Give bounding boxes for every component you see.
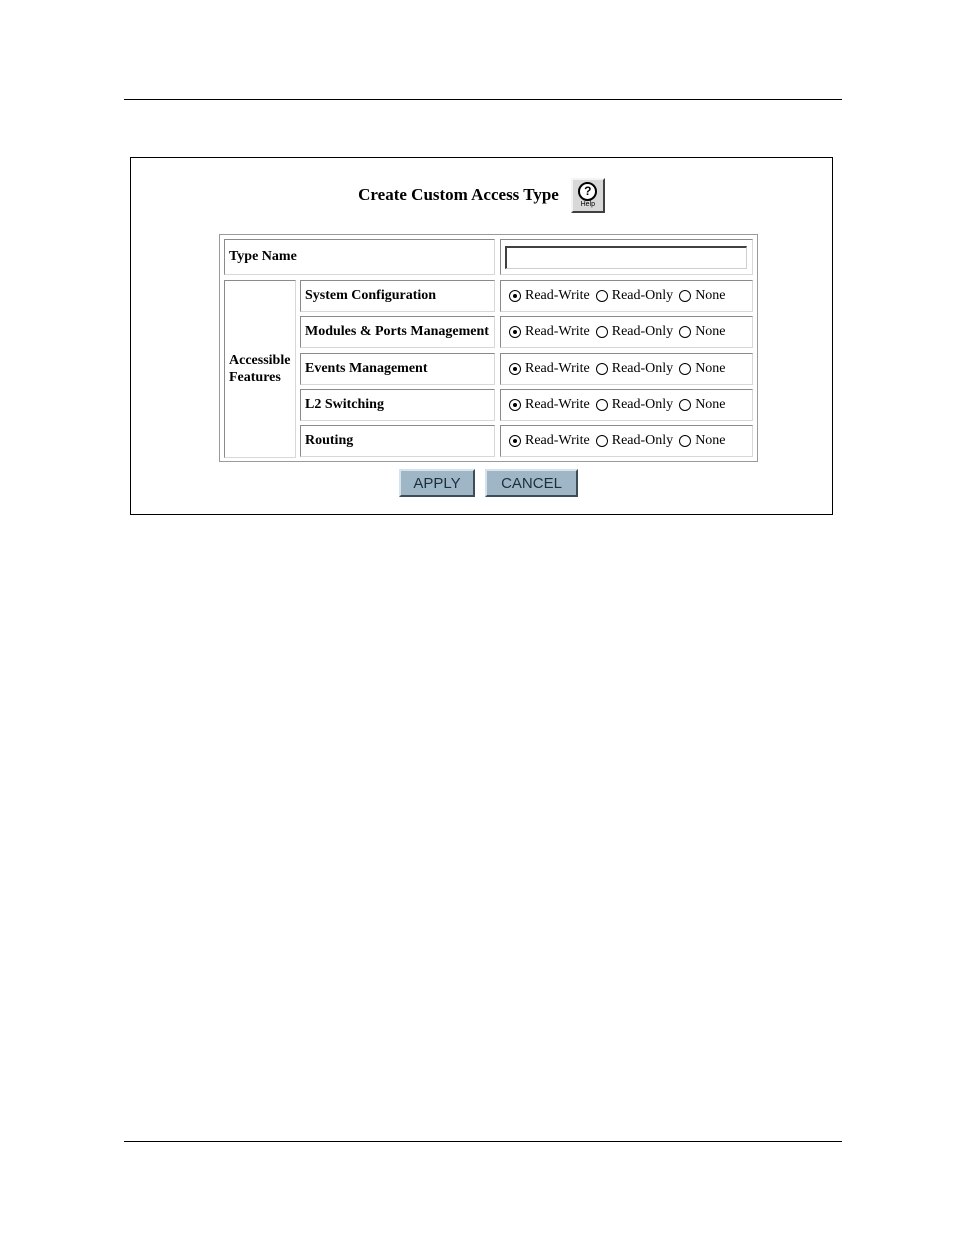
create-custom-access-type-dialog [130,157,833,515]
radio-button-icon[interactable] [596,399,608,411]
radio-option-label: None [695,397,726,412]
feature-label-routing: Routing [305,433,354,448]
footer-rule [124,1141,842,1142]
radio-option-label: None [695,288,726,303]
page-title: Create Custom Access Type [358,185,559,204]
radio-l2-switching-read-write[interactable] [509,397,590,413]
radio-option-label: Read-Write [525,397,590,412]
radio-button-icon[interactable] [596,290,608,302]
radio-option-label: Read-Write [525,433,590,448]
radio-option-label: Read-Only [611,288,674,303]
access-level-radio-group [509,288,732,304]
radio-modules-ports-management-none[interactable] [679,324,725,340]
radio-modules-ports-management-read-only[interactable] [596,324,673,340]
radio-button-icon[interactable] [679,363,691,375]
feature-access-cell [500,389,753,421]
radio-option-label: Read-Write [525,324,590,339]
radio-button-icon[interactable] [679,399,691,411]
feature-label-system-configuration: System Configuration [305,288,437,303]
radio-option-label: Read-Write [525,361,590,376]
feature-label-events-management: Events Management [305,361,428,376]
type-name-input-cell [500,239,753,275]
feature-access-cell [500,316,753,348]
feature-access-cell [500,353,753,385]
feature-label-modules-ports-management: Modules & Ports Management [305,324,489,339]
feature-label-cell [300,389,495,421]
radio-events-management-read-only[interactable] [596,361,673,377]
feature-label-cell [300,425,495,457]
cancel-button[interactable]: CANCEL [485,469,578,497]
radio-option-label: Read-Write [525,288,590,303]
radio-button-icon[interactable] [509,435,521,447]
access-level-radio-group [509,397,732,413]
radio-system-configuration-read-write[interactable] [509,288,590,304]
type-name-label-cell [224,239,495,275]
radio-option-label: None [695,361,726,376]
help-icon: ? [578,182,597,201]
radio-events-management-read-write[interactable] [509,361,590,377]
radio-routing-read-write[interactable] [509,433,590,449]
radio-system-configuration-read-only[interactable] [596,288,673,304]
radio-routing-none[interactable] [679,433,725,449]
dialog-actions [131,469,832,497]
radio-events-management-none[interactable] [679,361,725,377]
radio-button-icon[interactable] [596,326,608,338]
feature-label-l2-switching: L2 Switching [305,397,384,412]
radio-button-icon[interactable] [596,435,608,447]
access-type-form [219,234,758,462]
type-name-input[interactable] [505,246,747,269]
apply-button[interactable]: APPLY [399,469,475,497]
feature-access-cell [500,425,753,457]
radio-option-label: None [695,433,726,448]
radio-option-label: Read-Only [611,397,674,412]
radio-button-icon[interactable] [509,399,521,411]
dialog-header [131,176,832,214]
radio-option-label: Read-Only [611,433,674,448]
radio-button-icon[interactable] [679,290,691,302]
header-rule [124,99,842,100]
radio-button-icon[interactable] [596,363,608,375]
radio-modules-ports-management-read-write[interactable] [509,324,590,340]
radio-l2-switching-read-only[interactable] [596,397,673,413]
radio-option-label: Read-Only [611,361,674,376]
radio-routing-read-only[interactable] [596,433,673,449]
access-level-radio-group [509,361,732,377]
radio-option-label: Read-Only [611,324,674,339]
feature-label-cell [300,280,495,312]
radio-system-configuration-none[interactable] [679,288,725,304]
help-button-label: Help [580,200,596,208]
feature-label-cell [300,353,495,385]
feature-label-cell [300,316,495,348]
accessible-features-label-line2: Features [229,370,281,385]
radio-button-icon[interactable] [509,290,521,302]
radio-button-icon[interactable] [509,363,521,375]
radio-l2-switching-none[interactable] [679,397,725,413]
type-name-label: Type Name [229,249,297,264]
radio-button-icon[interactable] [679,435,691,447]
help-button[interactable] [571,178,605,213]
radio-button-icon[interactable] [679,326,691,338]
radio-option-label: None [695,324,726,339]
radio-button-icon[interactable] [509,326,521,338]
feature-access-cell [500,280,753,312]
access-level-radio-group [509,433,732,449]
accessible-features-label-line1: Accessible [229,353,291,368]
accessible-features-label-cell [224,280,296,458]
access-level-radio-group [509,324,732,340]
